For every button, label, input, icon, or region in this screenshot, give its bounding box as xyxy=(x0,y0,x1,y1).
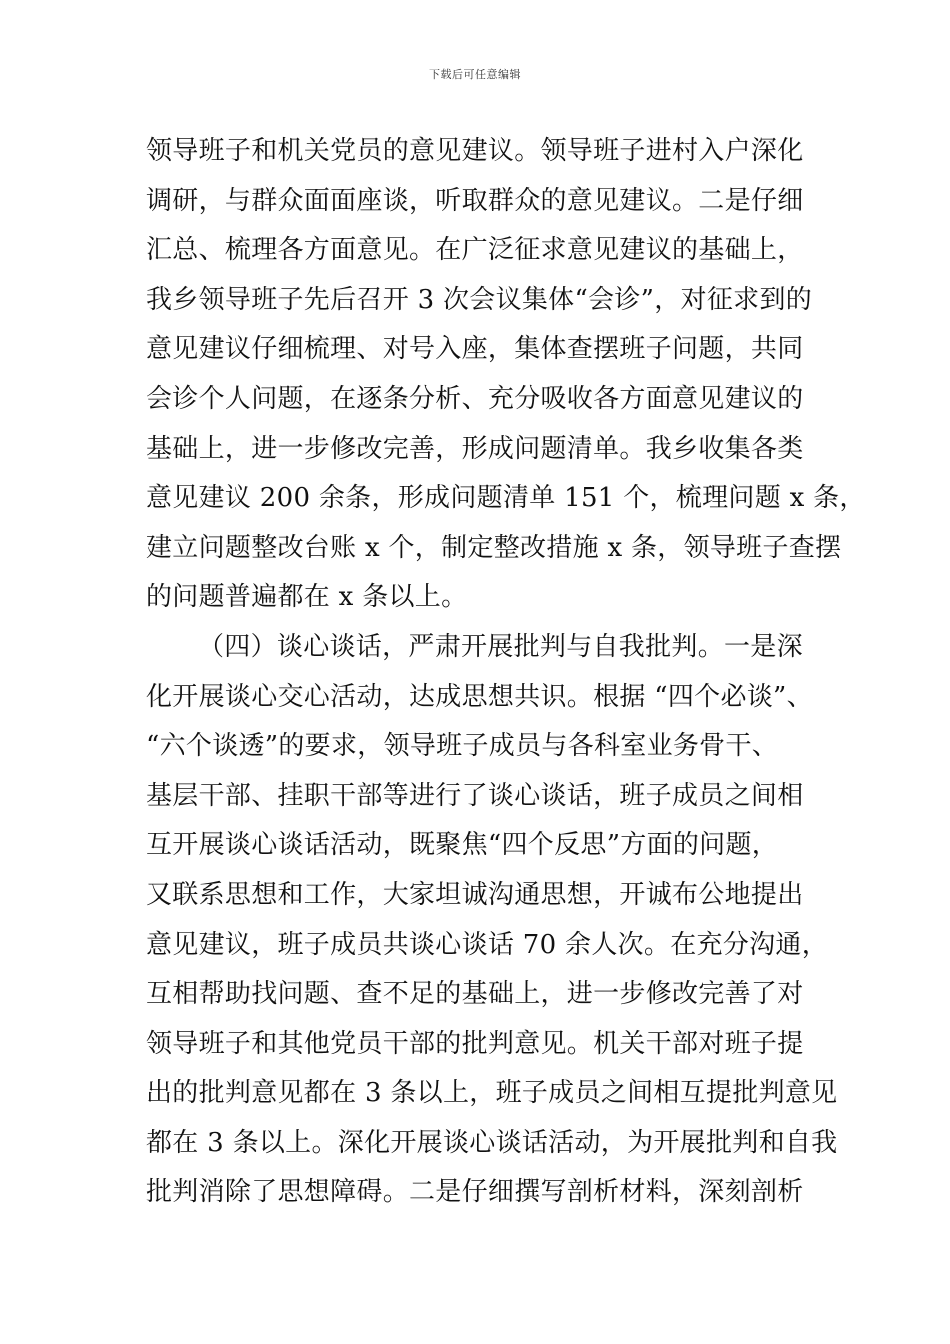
document-body xyxy=(146,127,866,1218)
body-line-10: 的问题普遍都在 x 条以上。 xyxy=(146,582,468,613)
body-line-21: 都在 3 条以上。深化开展谈心谈话活动，为开展批判和自我 xyxy=(146,1127,838,1158)
body-line-2: 调研，与群众面面座谈，听取群众的意见建议。二是仔细 xyxy=(146,185,804,216)
body-line-8: 意见建议 200 余条，形成问题清单 151 个，梳理问题 x 条， xyxy=(146,483,866,514)
body-line-20: 出的批判意见都在 3 条以上，班子成员之间相互提批判意见 xyxy=(146,1078,838,1109)
body-line-5: 意见建议仔细梳理、对号入座，集体查摆班子问题，共同 xyxy=(146,334,804,365)
page-header-note: 下载后可任意编辑 xyxy=(429,68,521,81)
body-line-9: 建立问题整改台账 x 个，制定整改措施 x 条，领导班子查摆 xyxy=(146,532,842,563)
body-line-16: 又联系思想和工作，大家坦诚沟通思想，开诚布公地提出 xyxy=(146,879,804,910)
body-line-12: 化开展谈心交心活动，达成思想共识。根据 “四个必谈”、 xyxy=(146,681,813,712)
body-line-17: 意见建议，班子成员共谈心谈话 70 余人次。在充分沟通， xyxy=(146,929,829,960)
body-line-18: 互相帮助找问题、查不足的基础上，进一步修改完善了对 xyxy=(146,979,804,1010)
body-line-7: 基础上，进一步修改完善，形成问题清单。我乡收集各类 xyxy=(146,433,804,464)
body-line-1: 领导班子和机关党员的意见建议。领导班子进村入户深化 xyxy=(146,136,804,166)
body-line-6: 会诊个人问题，在逐条分析、充分吸收各方面意见建议的 xyxy=(146,383,804,414)
body-line-22: 批判消除了思想障碍。二是仔细撰写剖析材料，深刻剖析 xyxy=(146,1177,804,1208)
body-line-4: 我乡领导班子先后召开 3 次会议集体“会诊”，对征求到的 xyxy=(146,284,813,315)
body-line-13: “六个谈透”的要求，领导班子成员与各科室业务骨干、 xyxy=(146,731,779,762)
body-line-14: 基层干部、挂职干部等进行了谈心谈话，班子成员之间相 xyxy=(146,780,804,811)
section-heading-line: （四）谈心谈话，严肃开展批判与自我批判。一是深 xyxy=(198,631,803,662)
body-line-3: 汇总、梳理各方面意见。在广泛征求意见建议的基础上， xyxy=(146,235,804,266)
body-line-15: 互开展谈心谈话活动，既聚焦“四个反思”方面的问题， xyxy=(146,830,779,861)
body-line-19: 领导班子和其他党员干部的批判意见。机关干部对班子提 xyxy=(146,1028,804,1059)
